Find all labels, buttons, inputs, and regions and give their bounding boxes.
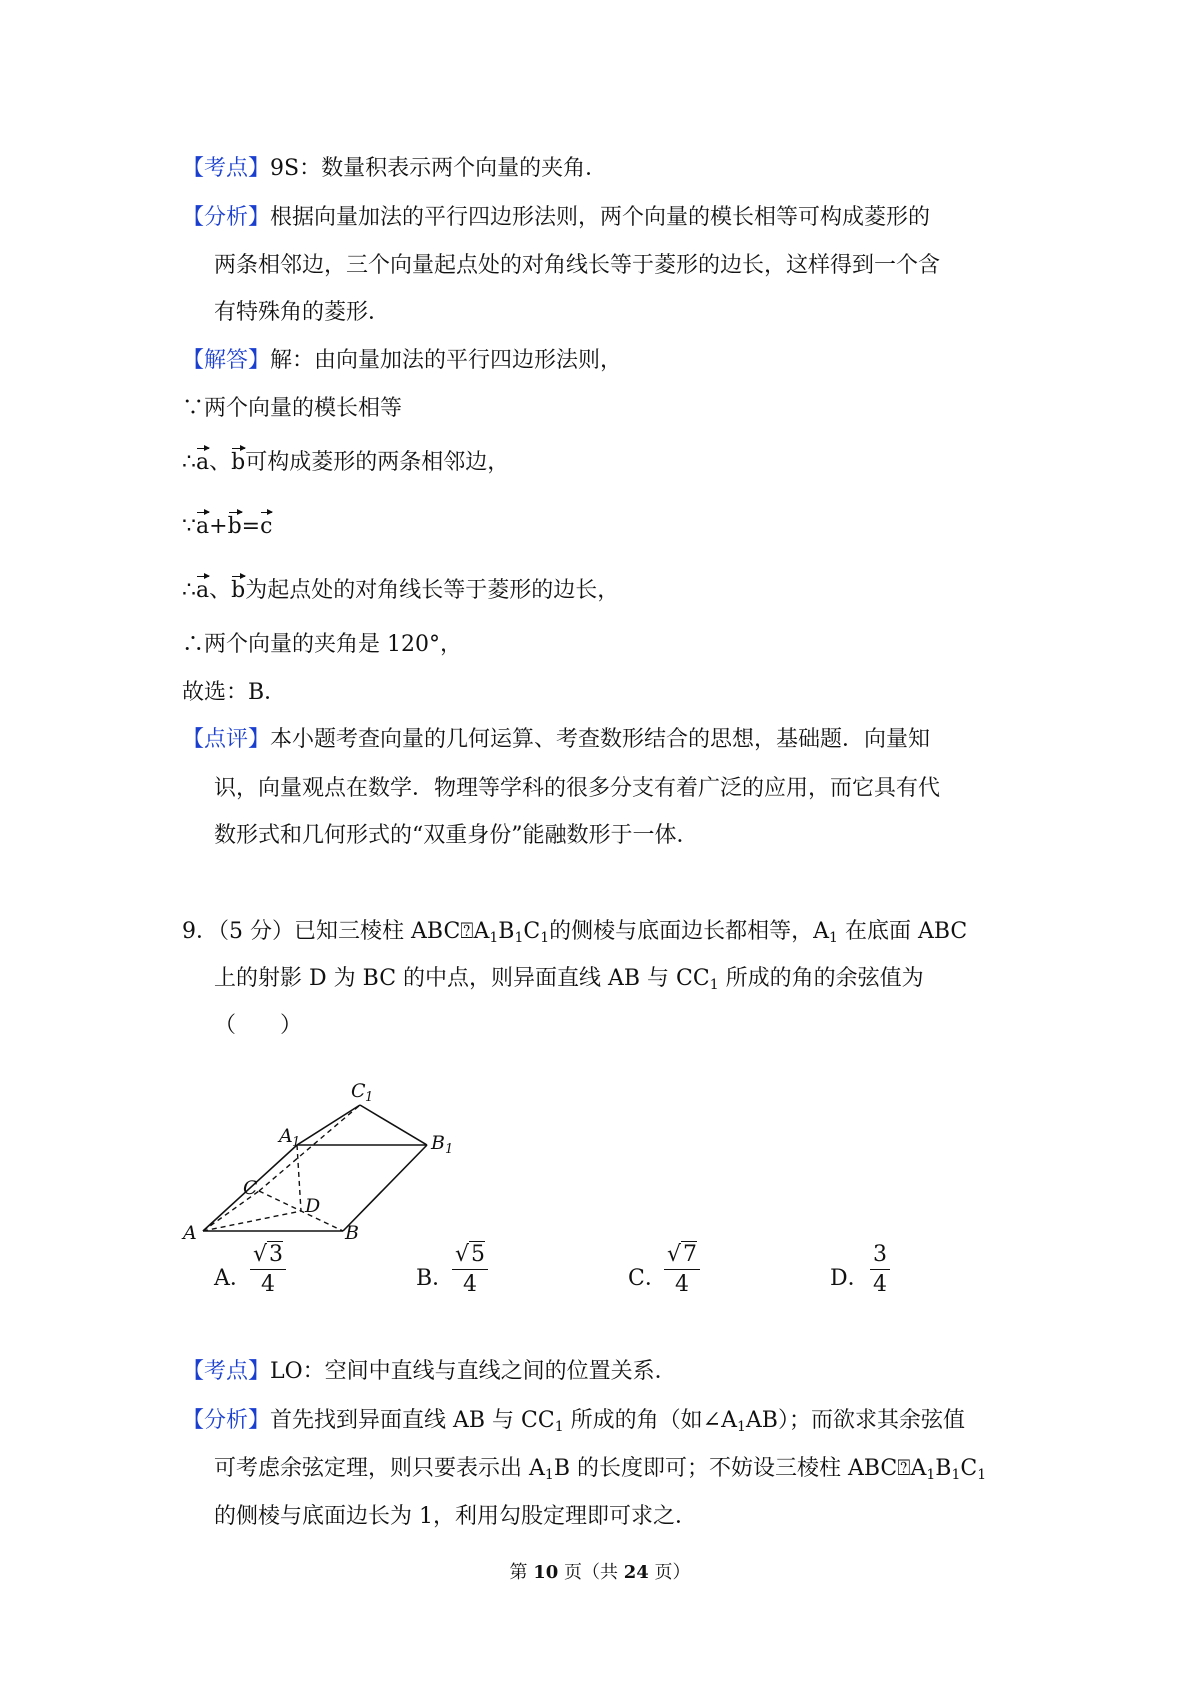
edge-c1b1 bbox=[360, 1105, 427, 1145]
fenxi-line-2b bbox=[214, 1456, 987, 1483]
numerator bbox=[664, 1243, 700, 1270]
label-d: D bbox=[305, 1195, 321, 1217]
radicand: 3 bbox=[269, 1242, 284, 1267]
dun-mark: 、 bbox=[209, 578, 232, 603]
fenxi-line-2 bbox=[182, 1408, 965, 1435]
option-a-label: A． bbox=[214, 1266, 252, 1291]
fenxi-text-f: 的侧棱与底面边长为 1，利用勾股定理即可求之． bbox=[214, 1504, 697, 1529]
label-c1: C bbox=[351, 1080, 366, 1102]
kaodian-tag: 【考点】 bbox=[182, 1359, 271, 1384]
label-b1-sub: 1 bbox=[445, 1142, 454, 1157]
numerator: 3 bbox=[870, 1243, 890, 1270]
option-a-value bbox=[250, 1243, 286, 1299]
question-9-line-1 bbox=[182, 919, 968, 946]
radicand: 7 bbox=[683, 1242, 698, 1267]
option-c-value bbox=[664, 1243, 700, 1299]
jieda-text: 解：由向量加法的平行四边形法则， bbox=[270, 348, 623, 373]
fenxi-text-e: B 的长度即可；不妨设三棱柱 ABC bbox=[553, 1456, 898, 1481]
dianping-tag: 【点评】 bbox=[182, 727, 271, 752]
sub-1: 1 bbox=[514, 930, 524, 946]
question-9-line-3: （ ） bbox=[214, 1013, 303, 1038]
vector-b: b bbox=[231, 450, 246, 475]
prism-a1: A bbox=[910, 1456, 927, 1481]
option-b-label: B． bbox=[416, 1266, 455, 1291]
missing-glyph-box: ⍰ bbox=[897, 1456, 911, 1481]
sub-1: 1 bbox=[736, 1419, 746, 1435]
question-text-d: 上的射影 D 为 BC 的中点，则异面直线 AB 与 CC bbox=[214, 966, 710, 991]
fenxi-text-b: 所成的角（如∠A bbox=[563, 1408, 737, 1433]
sub-1: 1 bbox=[951, 1467, 961, 1483]
denominator: 4 bbox=[873, 1272, 887, 1298]
option-c-label: C． bbox=[628, 1266, 667, 1291]
solution-step-1: ∵两个向量的模长相等 bbox=[182, 396, 403, 421]
vector-a: a bbox=[196, 578, 210, 603]
label-c: C bbox=[243, 1177, 258, 1199]
label-a: A bbox=[183, 1222, 197, 1244]
page-footer bbox=[0, 1558, 1200, 1584]
solution-step-4 bbox=[182, 580, 619, 602]
fenxi-line-1 bbox=[182, 207, 930, 229]
sub-1: 1 bbox=[926, 1467, 936, 1483]
fenxi-tag: 【分析】 bbox=[182, 1408, 271, 1433]
numerator bbox=[250, 1243, 286, 1270]
dianping-text-1: 本小题考查向量的几何运算、考查数形结合的思想，基础题．向量知 bbox=[270, 727, 931, 752]
sqrt-sign: √ bbox=[455, 1242, 470, 1267]
prism-b1: B bbox=[935, 1456, 952, 1481]
equals-sign: = bbox=[241, 514, 261, 539]
fenxi-text-a: 首先找到异面直线 AB 与 CC bbox=[270, 1408, 555, 1433]
kaodian-line-2 bbox=[182, 1361, 677, 1383]
edge-a1c1 bbox=[297, 1105, 360, 1145]
sub-1: 1 bbox=[709, 977, 719, 993]
solution-step-3 bbox=[182, 516, 272, 538]
prism-b1: B bbox=[498, 919, 515, 944]
question-number: 9． bbox=[182, 919, 218, 944]
kaodian-text: 9S：数量积表示两个向量的夹角． bbox=[270, 156, 608, 181]
vector-b: b bbox=[227, 514, 242, 539]
footer-pre: 第 bbox=[509, 1562, 534, 1583]
page-number: 10 bbox=[533, 1562, 559, 1583]
vector-b: b bbox=[231, 578, 246, 603]
because-sign: ∵ bbox=[182, 514, 196, 539]
footer-post: 页） bbox=[648, 1562, 691, 1583]
fenxi-text-1: 根据向量加法的平行四边形法则，两个向量的模长相等可构成菱形的 bbox=[270, 205, 931, 230]
vector-a: a bbox=[196, 514, 210, 539]
prism-c1: C bbox=[523, 919, 541, 944]
question-9-line-2 bbox=[214, 966, 924, 993]
fenxi-text-d: 可考虑余弦定理，则只要表示出 A bbox=[214, 1456, 545, 1481]
label-b: B bbox=[345, 1222, 359, 1244]
label-a1: A bbox=[279, 1125, 293, 1147]
dun-mark: 、 bbox=[209, 450, 232, 475]
therefore-sign: ∴ bbox=[182, 578, 196, 603]
solution-step-2 bbox=[182, 452, 509, 474]
kaodian-tag: 【考点】 bbox=[182, 156, 271, 181]
sqrt-sign: √ bbox=[253, 1242, 268, 1267]
sub-1: 1 bbox=[554, 1419, 564, 1435]
sub-1: 1 bbox=[489, 930, 499, 946]
edge-bb1 bbox=[343, 1145, 427, 1231]
edge-cc1-hidden bbox=[259, 1105, 360, 1191]
missing-glyph-box: ⍰ bbox=[460, 919, 474, 944]
question-text-e: 所成的角的余弦值为 bbox=[718, 966, 924, 991]
sub-1: 1 bbox=[977, 1467, 987, 1483]
dianping-line-1 bbox=[182, 729, 930, 751]
question-text-b: 的侧棱与底面边长都相等，A bbox=[549, 919, 830, 944]
solution-step-5: ∴两个向量的夹角是 120°， bbox=[182, 632, 462, 657]
page-total: 24 bbox=[623, 1562, 649, 1583]
label-c1-sub: 1 bbox=[365, 1090, 374, 1105]
edge-ad-hidden bbox=[203, 1211, 301, 1231]
option-b-value bbox=[452, 1243, 488, 1299]
prism-c1: C bbox=[960, 1456, 978, 1481]
denominator: 4 bbox=[675, 1272, 690, 1298]
prism-a1: A bbox=[473, 919, 490, 944]
fenxi-text-c: AB）；而欲求其余弦值 bbox=[745, 1408, 965, 1433]
jieda-line bbox=[182, 350, 622, 372]
vector-c: c bbox=[260, 514, 273, 539]
kaodian-line-1 bbox=[182, 158, 607, 180]
fenxi-tag: 【分析】 bbox=[182, 205, 271, 230]
plus-sign: + bbox=[209, 514, 228, 539]
answer-line: 故选：B． bbox=[182, 680, 287, 705]
numerator bbox=[452, 1243, 488, 1270]
step2-text: 可构成菱形的两条相邻边， bbox=[245, 450, 510, 475]
therefore-sign: ∴ bbox=[182, 450, 196, 475]
step4-text: 为起点处的对角线长等于菱形的边长， bbox=[245, 578, 620, 603]
question-text-c: 在底面 ABC bbox=[837, 919, 968, 944]
jieda-tag: 【解答】 bbox=[182, 348, 271, 373]
denominator: 4 bbox=[463, 1272, 478, 1298]
sub-1: 1 bbox=[540, 930, 550, 946]
sub-1: 1 bbox=[829, 930, 838, 946]
dianping-text-3: 数形式和几何形式的“双重身份”能融数形于一体． bbox=[214, 823, 699, 848]
option-d-value bbox=[870, 1243, 890, 1299]
label-b1: B bbox=[431, 1132, 445, 1154]
fenxi-text-3: 有特殊角的菱形． bbox=[214, 300, 391, 325]
prism-diagram bbox=[175, 1045, 475, 1245]
denominator: 4 bbox=[261, 1272, 276, 1298]
sub-1: 1 bbox=[544, 1467, 554, 1483]
fenxi-text-2: 两条相邻边，三个向量起点处的对角线长等于菱形的边长，这样得到一个含 bbox=[214, 253, 941, 278]
radicand: 5 bbox=[471, 1242, 486, 1267]
footer-mid: 页（共 bbox=[558, 1562, 624, 1583]
sqrt-sign: √ bbox=[667, 1242, 682, 1267]
question-text-a: （5 分）已知三棱柱 ABC bbox=[218, 919, 461, 944]
option-d-label: D． bbox=[830, 1266, 870, 1291]
kaodian-text: LO：空间中直线与直线之间的位置关系． bbox=[270, 1359, 677, 1384]
label-a1-sub: 1 bbox=[292, 1135, 301, 1150]
vector-a: a bbox=[196, 450, 210, 475]
dianping-text-2: 识，向量观点在数学．物理等学科的很多分支有着广泛的应用，而它具有代 bbox=[214, 776, 941, 801]
